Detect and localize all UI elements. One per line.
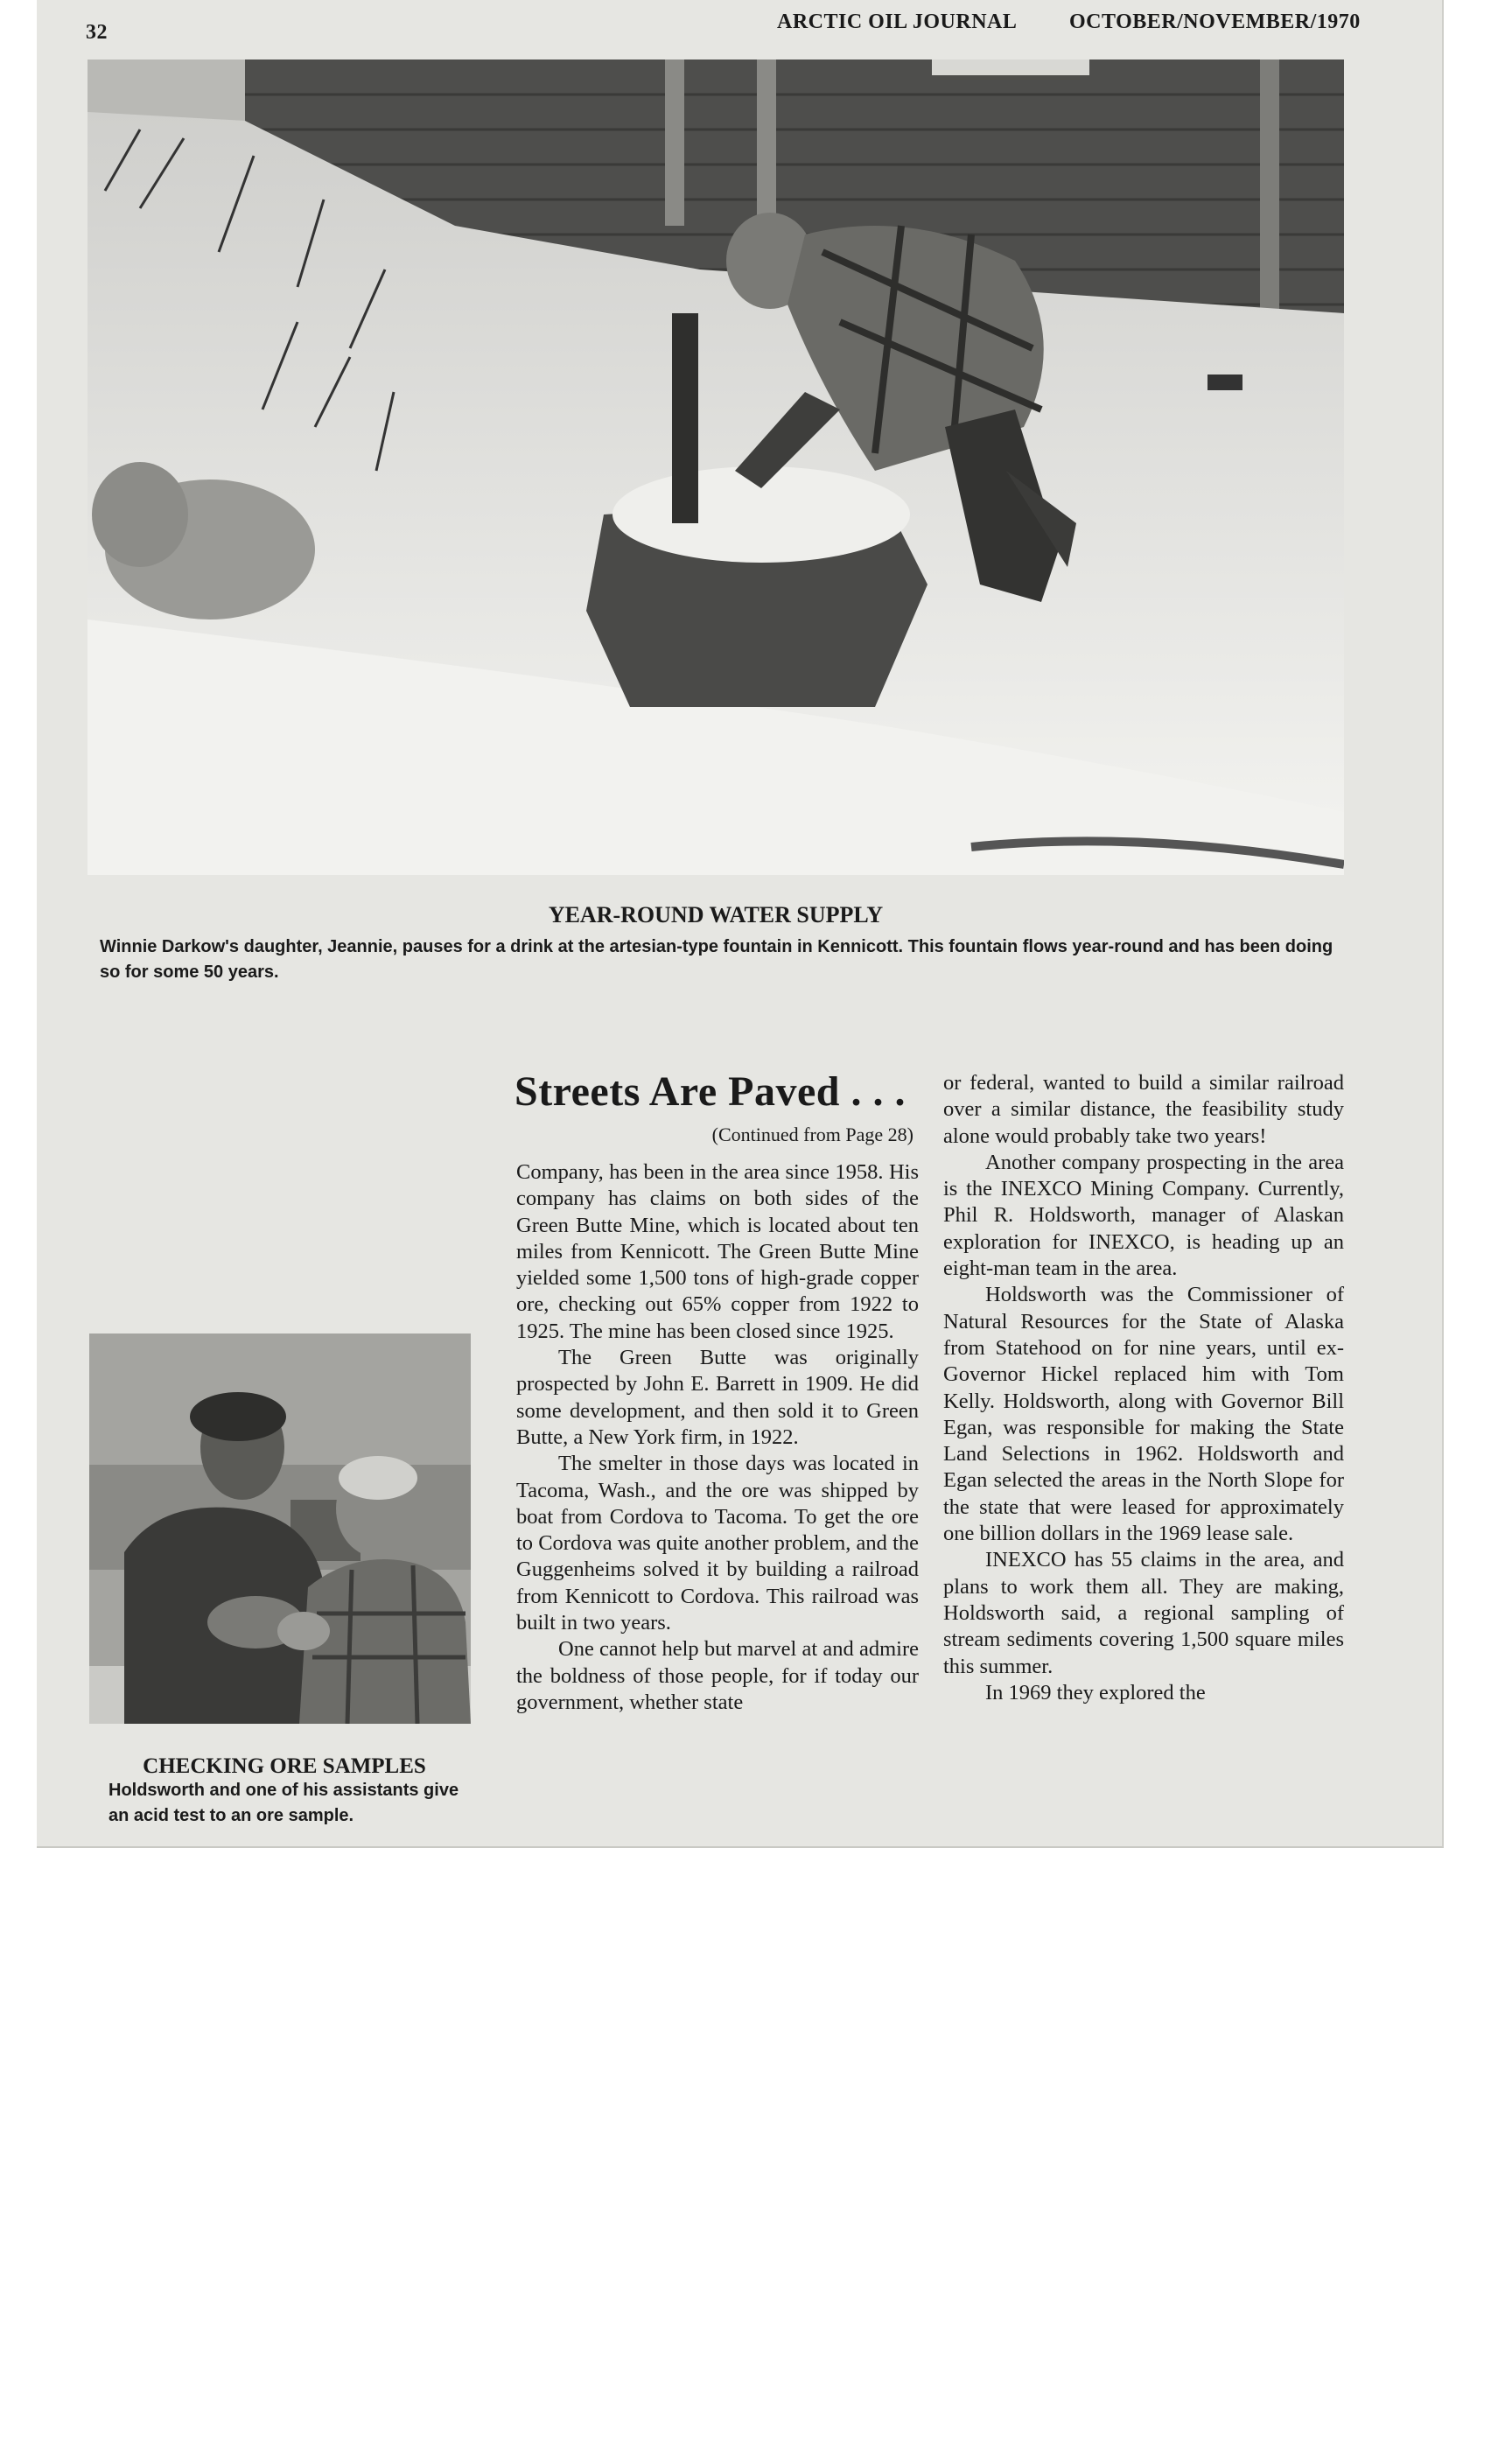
paragraph: INEXCO has 55 claims in the area, and plans to work them all. They are making, Holdsworth said, a regional sampling of stream sediments covering 1,500 square miles this summer. [943, 1548, 1344, 1678]
paragraph: Another company prospecting in the area is the INEXCO Mining Company. Currently, Phil R. Holdsworth, manager of Alaskan exploration for INEXCO, is heading up an eight-man team in the area. [943, 1150, 1344, 1281]
article-headline: Streets Are Paved . . . [514, 1068, 906, 1115]
main-photo-caption-title: YEAR-ROUND WATER SUPPLY [548, 902, 884, 928]
paragraph: Holdsworth was the Commissioner of Natural Resources for the State of Alaska from Statehood on for nine years, until ex-Governor Hickel replaced him with Tom Kelly. Holdsworth, along with Governor Bill Egan, was responsible for making the State Land Selections in 1962. Holdsworth and Egan selected the areas in the North Slope for the state that were leased for approximately one billion dollars in the 1969 lease sale. [943, 1283, 1344, 1546]
ore-samples-photo-icon [89, 1334, 471, 1724]
paragraph: In 1969 they explored the [985, 1680, 1206, 1704]
issue-date: OCTOBER/NOVEMBER/1970 [1069, 10, 1361, 33]
paragraph: or federal, wanted to build a similar railroad over a similar distance, the feasibility study alone would probably take two years! [943, 1071, 1344, 1148]
continued-note: (Continued from Page 28) [711, 1124, 914, 1145]
article-column-2 [943, 1070, 1344, 1706]
paragraph: The Green Butte was originally prospected by John E. Barrett in 1909. He did some development, and then sold it to Green Butte, a New York firm, in 1922. [516, 1346, 919, 1449]
main-photo [88, 60, 1344, 875]
paragraph: One cannot help but marvel at and admire the boldness of those people, for if today our government, whether state [516, 1637, 919, 1714]
fountain-photo-icon [88, 60, 1344, 875]
paragraph: Company, has been in the area since 1958. His company has claims on both sides of the Green Butte Mine, which is located about ten miles from Kennicott. The Green Butte Mine yielded some 1,500 tons of high-grade copper ore, checking out 65% copper from 1922 to 1925. The mine has been closed since 1925. [516, 1160, 919, 1343]
side-photo-caption-title: CHECKING ORE SAMPLES [143, 1754, 426, 1778]
paragraph: The smelter in those days was located in Tacoma, Wash., and the ore was shipped by boat from Cordova to Tacoma. To get the ore to Cordova was quite another problem, and the Guggenheims solved it by building a railroad from Kennicott to Cordova. This railroad was built in two years. [516, 1452, 919, 1635]
side-photo-caption-text: Holdsworth and one of his assistants give an acid test to an ore sample. [108, 1781, 459, 1825]
side-photo [89, 1334, 471, 1724]
journal-title: ARCTIC OIL JOURNAL [777, 10, 1018, 33]
main-photo-caption-text: Winnie Darkow's daughter, Jeannie, pauses for a drink at the artesian-type fountain in Kennicott. This fountain flows year-round and has been doing so for some 50 years. [100, 937, 1334, 982]
article-column-1 [516, 1159, 919, 1716]
page-number: 32 [86, 21, 108, 44]
